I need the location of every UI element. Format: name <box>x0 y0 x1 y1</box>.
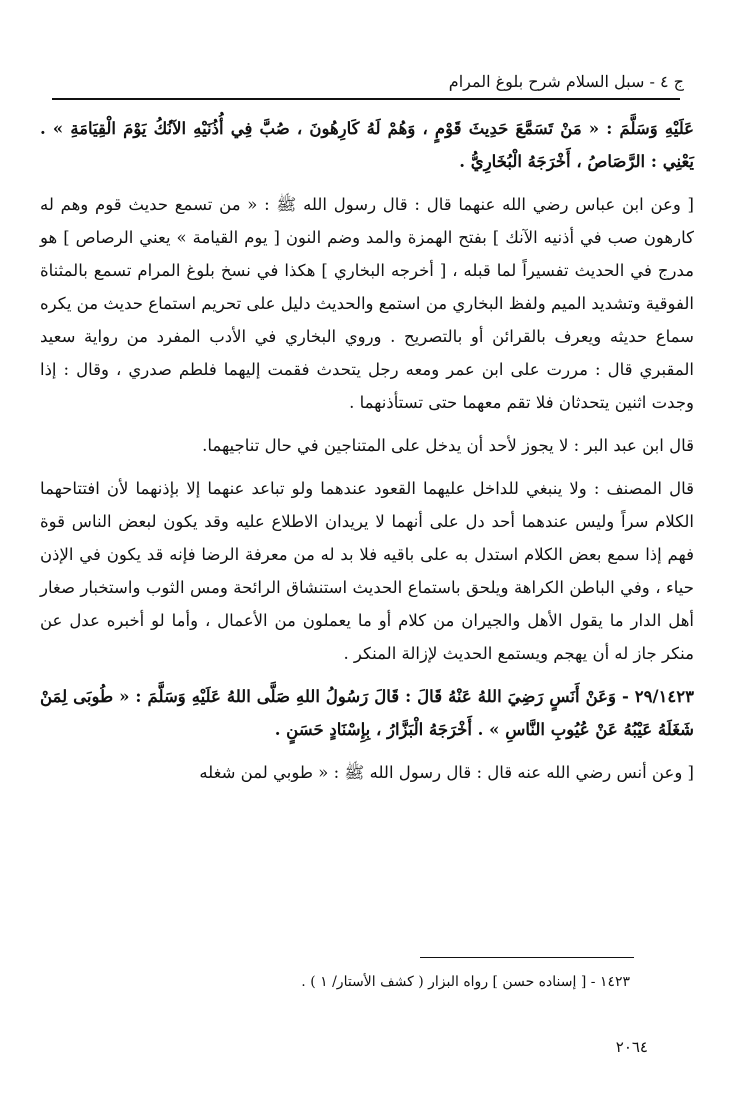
footnote: ١٤٢٣ - [ إسناده حسن ] رواه البزار ( كشف الأستار/ ١ ) . <box>301 974 630 990</box>
hadith-1422-end: عَلَيْهِ وَسَلَّمَ : « مَنْ تَسَمَّعَ حَدِيثَ قَوْمٍ ، وَهُمْ لَهُ كَارِهُونَ ، صُبَّ فِي أُذُنَيْهِ الآنُكُ يَوْمَ الْقِيَامَةِ » . يَعْنِي : الرَّصَاصُ ، أَخْرَجَهُ الْبُخَارِيُّ . <box>40 119 694 171</box>
commentary-paragraph-2: قال ابن عبد البر : لا يجوز لأحد أن يدخل على المتناجين في حال تناجيهما. <box>202 436 694 455</box>
commentary-paragraph-1: [ وعن ابن عباس رضي الله عنهما قال : قال رسول الله ﷺ : « من تسمع حديث قوم وهم له كارهون صب في أذنيه الآنك ] بفتح الهمزة والمد وضم النون [ يوم القيامة » يعني الرصاص ] هو مدرج في الحديث تفسيراً لما قبله ، [ أخرجه البخاري ] هكذا في نسخ بلوغ المرام تسمع بالمثناة الفوقية وتشديد الميم ولفظ البخاري من استمع والحديث دليل على تحريم استماع حديث من يكره سماع حديثه ويعرف بالقرائن أو بالتصريح . وروي البخاري في الأدب المفرد من رواية سعيد المقبري قال : مررت على ابن عمر ومعه رجل يتحدث فقمت إليهما فلطم صدري ، وقال : إذا وجدت اثنين يتحدثان فلا تقم معهما حتى تستأذنهما . <box>39 195 694 412</box>
footnote-divider <box>420 957 634 958</box>
main-text <box>40 112 694 789</box>
hadith-1423: ٢٩/١٤٢٣ - وَعَنْ أَنَسٍ رَضِيَ اللهُ عَنْهُ قَالَ : قَالَ رَسُولُ اللهِ صَلَّى اللهُ عَلَيْهِ وَسَلَّمَ : « طُوبَى لِمَنْ شَغَلَهُ عَيْبُهُ عَنْ عُيُوبِ النَّاسِ » . أَخْرَجَهُ الْبَزَّارُ ، بِإِسْنَادٍ حَسَنٍ . <box>40 687 694 739</box>
commentary-paragraph-3: قال المصنف : ولا ينبغي للداخل عليهما القعود عندهما ولو تباعد عنهما إلا بإذنهما لأن افتتاحهما الكلام سراً وليس عندهما أحد دل على أنهما لا يريدان الاطلاع عليه وقد يكون لبعض الناس قوة فهم إذا سمع بعض الكلام استدل به على باقيه فلا بد له من معرفة الرضا فإنه قد يكون في الإذن حياء ، وفي الباطن الكراهة ويلحق باستماع الحديث استنشاق الرائحة ومس الثوب واستخبار صغار أهل الدار ما يقول الأهل والجيران من كلام أو ما يعملون من الأعمال ، وأما لو أخبره عدل عن منكر جاز له أن يهجم ويستمع الحديث لإزالة المنكر . <box>40 479 694 663</box>
page-number: ٢٠٦٤ <box>615 1038 648 1056</box>
header-divider <box>52 98 680 100</box>
commentary-paragraph-4: [ وعن أنس رضي الله عنه قال : قال رسول الله ﷺ : « طوبي لمن شغله <box>199 763 694 782</box>
running-header: ج ٤ - سبل السلام شرح بلوغ المرام <box>448 72 684 91</box>
